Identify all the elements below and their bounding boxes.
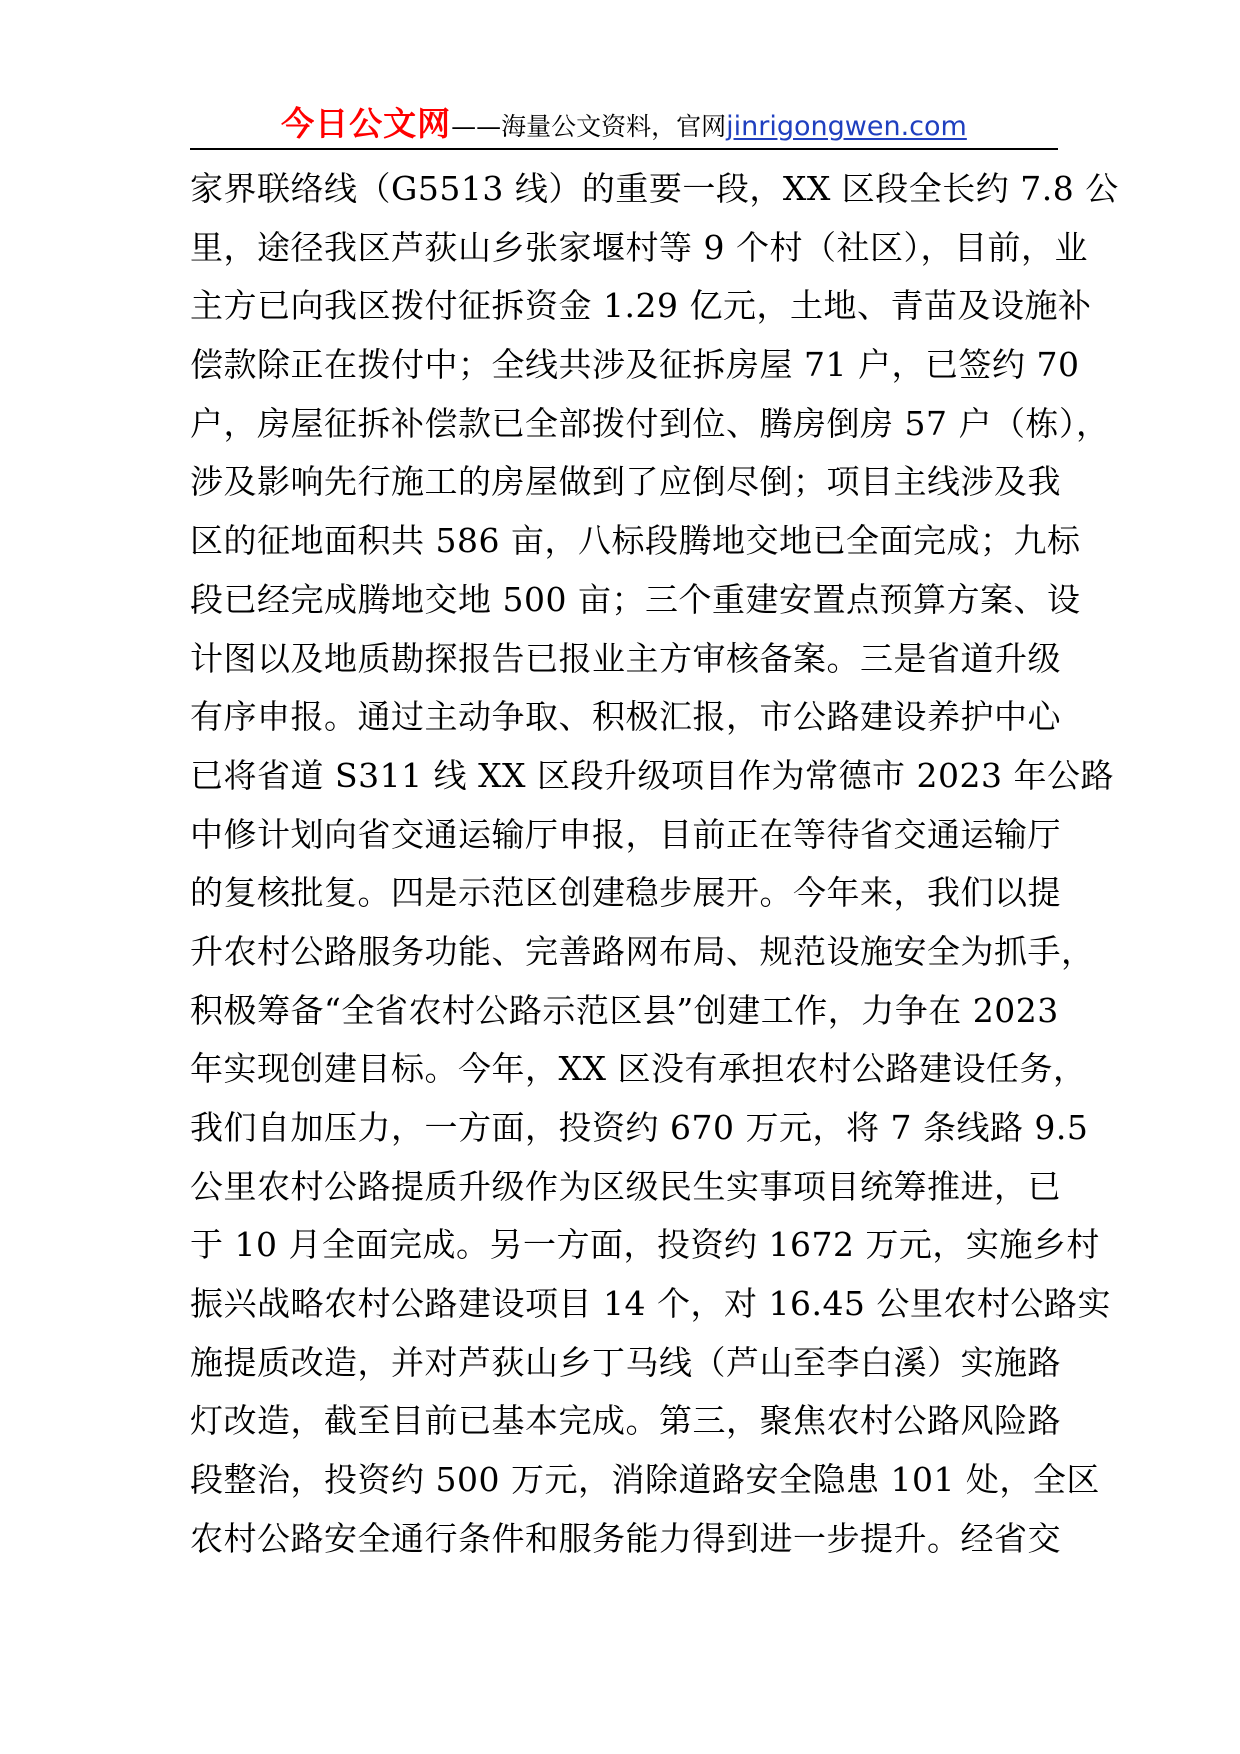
body-line: 积极筹备“全省农村公路示范区县”创建工作，力争在 2023 [190, 990, 1059, 1030]
body-line: 段已经完成腾地交地 500 亩；三个重建安置点预算方案、设 [190, 579, 1081, 619]
body-line: 户，房屋征拆补偿款已全部拨付到位、腾房倒房 57 户（栋）， [190, 403, 1110, 443]
website-link[interactable]: jinrigongwen.com [726, 111, 967, 142]
body-line: 计图以及地质勘探报告已报业主方审核备案。三是省道升级 [190, 638, 1061, 678]
body-line: 区的征地面积共 586 亩，八标段腾地交地已全面完成；九标 [190, 521, 1081, 561]
body-line: 涉及影响先行施工的房屋做到了应倒尽倒；项目主线涉及我 [190, 462, 1061, 502]
body-line: 灯改造，截至目前已基本完成。第三，聚焦农村公路风险路 [190, 1401, 1061, 1441]
body-line: 升农村公路服务功能、完善路网布局、规范设施安全为抓手， [190, 931, 1095, 971]
body-line: 我们自加压力，一方面，投资约 670 万元，将 7 条线路 9.5 [190, 1108, 1089, 1147]
header-tagline: ——海量公文资料，官网 [451, 112, 727, 141]
body-line: 施提质改造，并对芦荻山乡丁马线（芦山至李白溪）实施路 [190, 1342, 1061, 1382]
body-line: 中修计划向省交通运输厅申报，目前正在等待省交通运输厅 [190, 814, 1061, 854]
document-body [190, 160, 1119, 1569]
body-line: 公里农村公路提质升级作为区级民生实事项目统筹推进，已 [190, 1166, 1061, 1206]
body-line: 已将省道 S311 线 XX 区段升级项目作为常德市 2023 年公路 [190, 755, 1115, 795]
brand-name: 今日公文网 [281, 104, 452, 143]
body-line: 有序申报。通过主动争取、积极汇报，市公路建设养护中心 [190, 697, 1061, 737]
body-line: 段整治，投资约 500 万元，消除道路安全隐患 101 处，全区 [190, 1460, 1100, 1500]
body-line: 主方已向我区拨付征拆资金 1.29 亿元，土地、青苗及设施补 [190, 286, 1092, 326]
body-line: 年实现创建目标。今年，XX 区没有承担农村公路建设任务， [190, 1049, 1087, 1089]
body-line: 家界联络线（G5513 线）的重要一段，XX 区段全长约 7.8 公 [190, 169, 1119, 208]
body-line: 的复核批复。四是示范区创建稳步展开。今年来，我们以提 [190, 873, 1061, 913]
body-line: 里，途径我区芦荻山乡张家堰村等 9 个村（社区），目前，业 [190, 227, 1088, 267]
body-line: 偿款除正在拨付中；全线共涉及征拆房屋 71 户，已签约 70 [190, 345, 1080, 385]
page-header [190, 100, 1058, 150]
body-line: 于 10 月全面完成。另一方面，投资约 1672 万元，实施乡村 [190, 1225, 1100, 1265]
body-line: 振兴战略农村公路建设项目 14 个，对 16.45 公里农村公路实 [190, 1284, 1111, 1324]
body-line: 农村公路安全通行条件和服务能力得到进一步提升。经省交 [190, 1518, 1061, 1558]
